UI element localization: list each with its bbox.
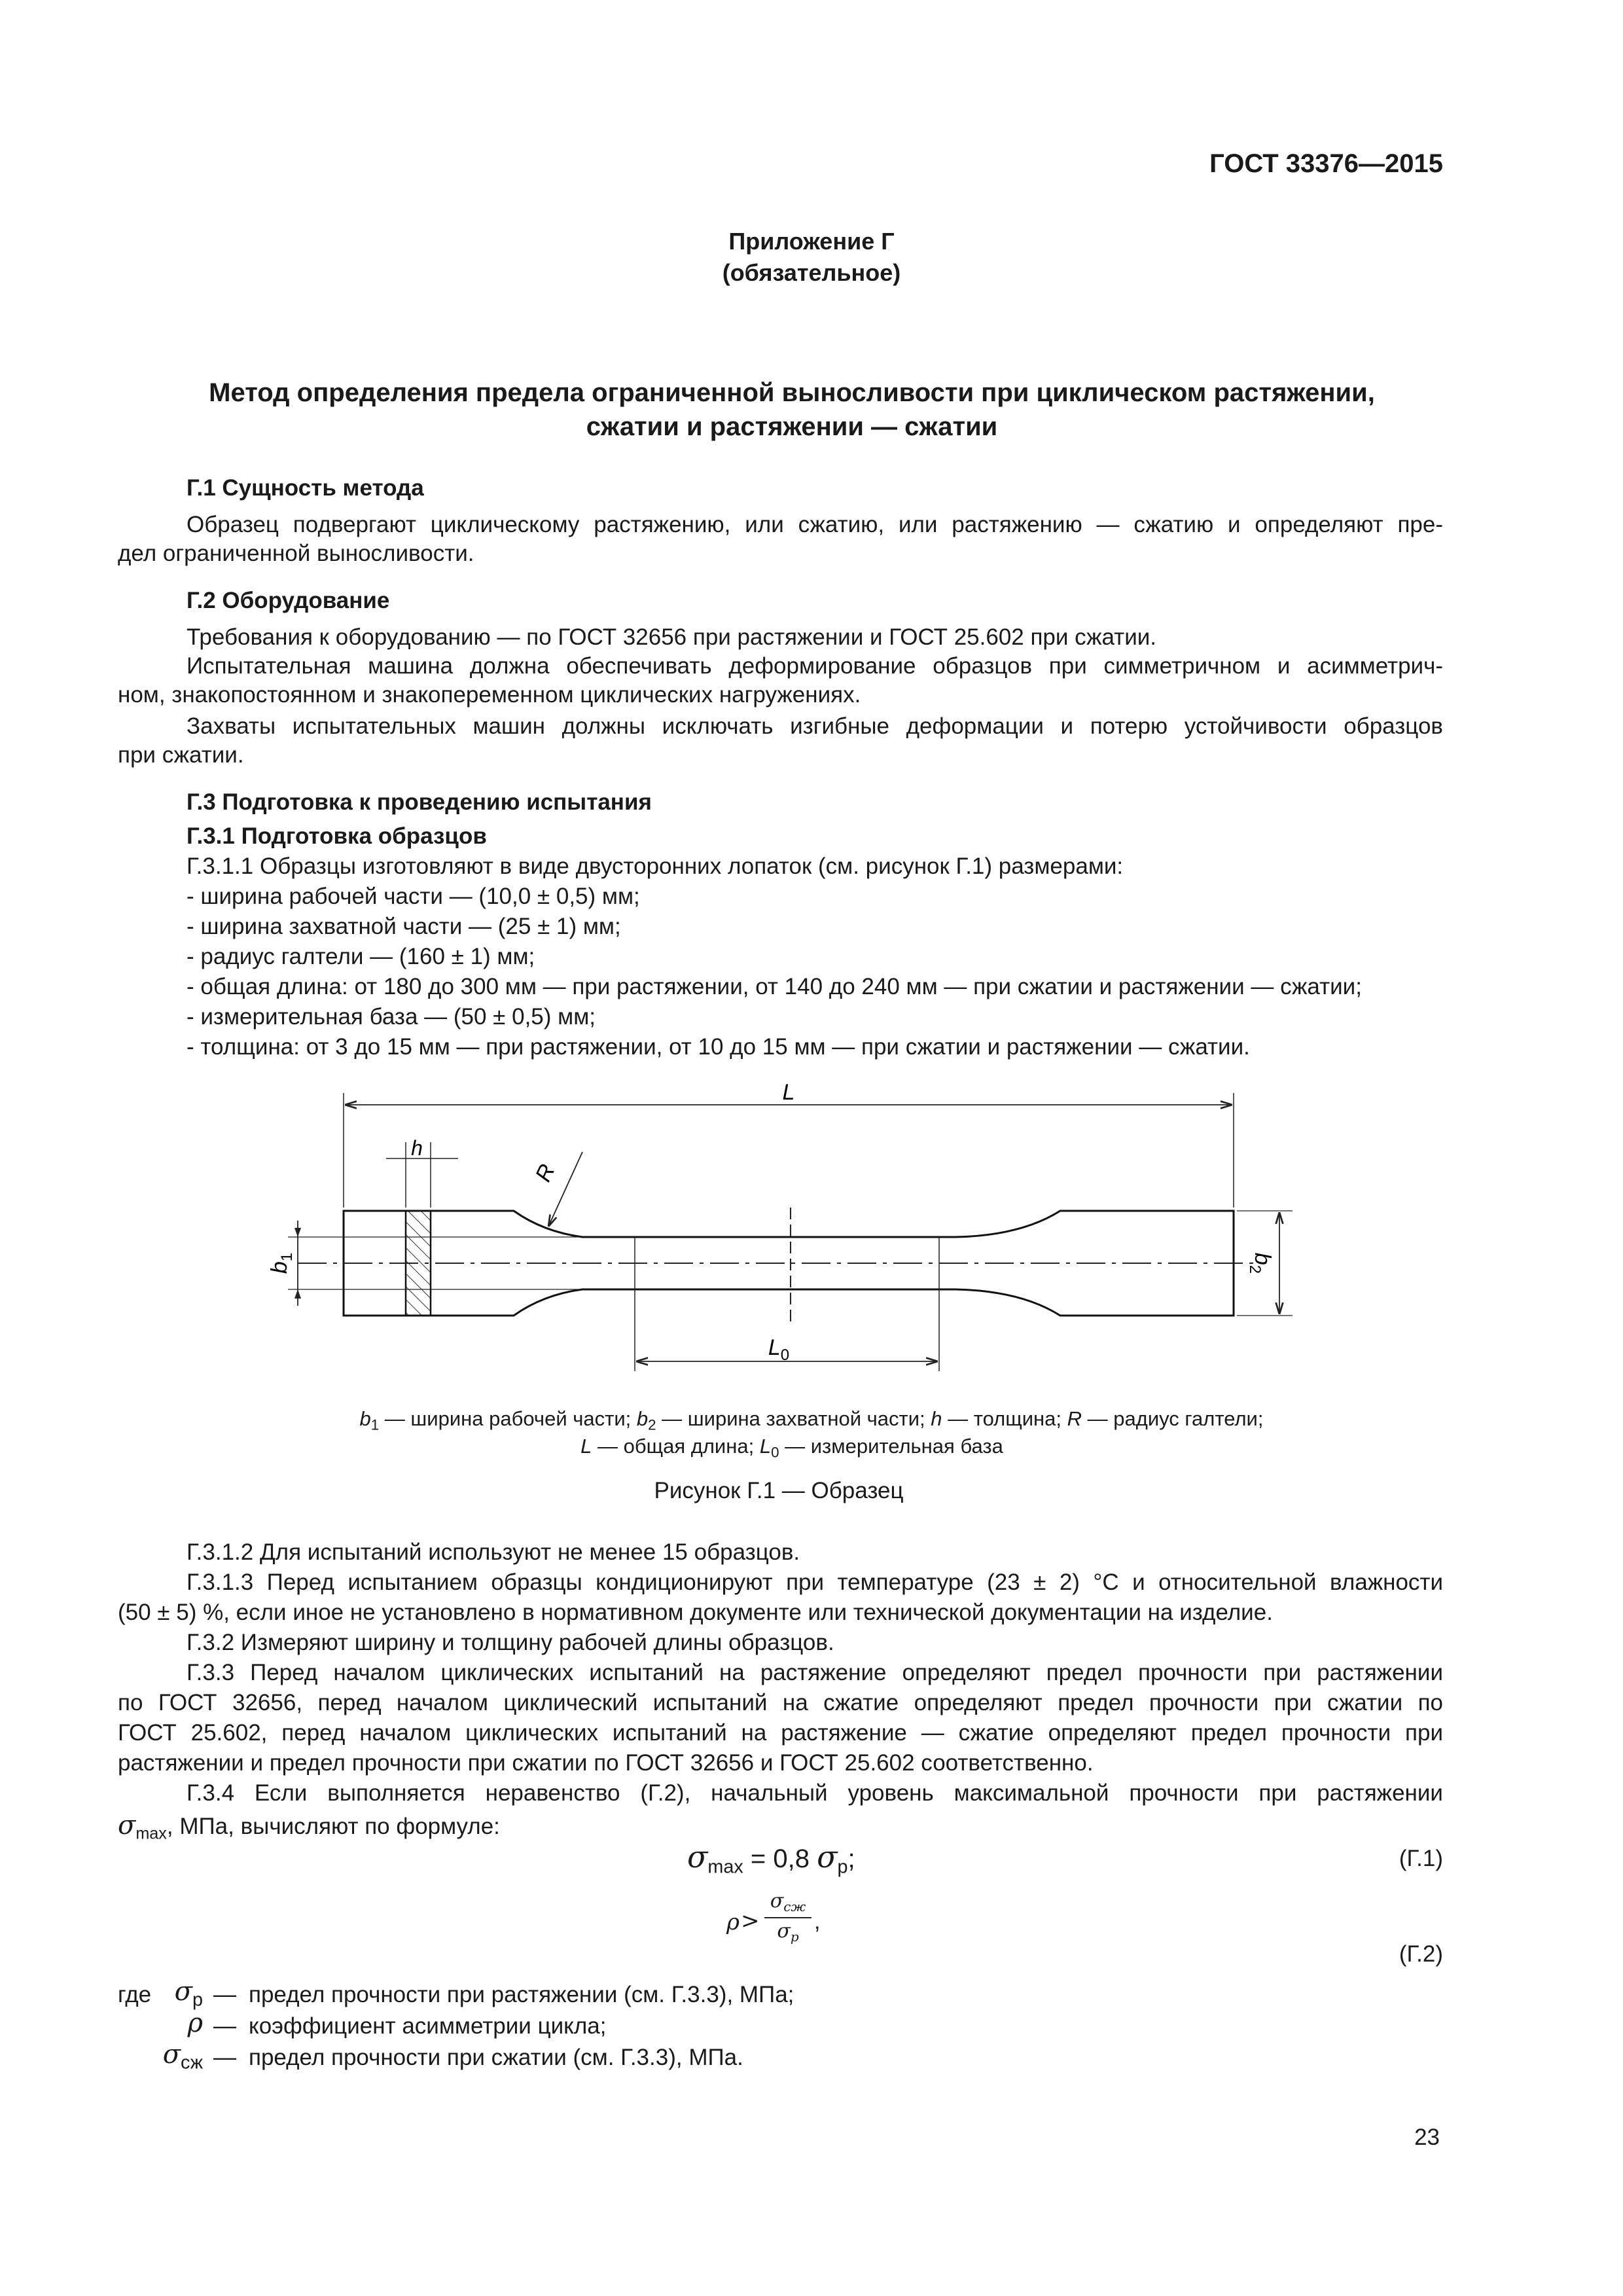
label-b1: $b_1$: [267, 1252, 296, 1274]
where-text: предел прочности при растяжении (см. Г.3.3), МПа;: [249, 1982, 794, 2007]
g313-text-line1: Г.3.1.3 Перед испытанием образцы кондиционируют при температуре (23 ± 2) °С и относительной влажности: [187, 1570, 1443, 1595]
list-item: - измерительная база — (50 ± 0,5) мм;: [187, 1004, 596, 1030]
g1-text-line2: дел ограниченной выносливости.: [118, 541, 474, 566]
g312-text: Г.3.1.2 Для испытаний используют не менее 15 образцов.: [187, 1539, 800, 1565]
list-item: - радиус галтели — (160 ± 1) мм;: [187, 944, 535, 969]
g33-text-line1: Г.3.3 Перед началом циклических испытаний на растяжение определяют предел прочности при растяжении: [187, 1660, 1443, 1685]
g32-text: Г.3.2 Измеряют ширину и толщину рабочей длины образцов.: [187, 1630, 834, 1655]
where-word: где: [118, 1982, 152, 2007]
section-heading-g2: Г.2 Оборудование: [187, 588, 390, 613]
g33-text-line3: ГОСТ 25.602, перед началом циклических испытаний на растяжение — сжатие определяют предел прочности при: [118, 1720, 1443, 1746]
formula-g2-numerator: $\sigma_{сж}$: [770, 1890, 806, 1914]
formula-g2-gt: >: [741, 1908, 760, 1934]
list-item: - ширина захватной части — (25 ± 1) мм;: [187, 914, 621, 939]
where-row: [151, 2039, 1067, 2071]
formula-g2-comma: ,: [814, 1909, 821, 1934]
g34-text-line1: Г.3.4 Если выполняется неравенство (Г.2), начальный уровень максимальной прочности при растяжении: [187, 1780, 1443, 1806]
figure-legend-line1: $b_1$ — ширина рабочей части; $b_2$ — ширина захватной части; h — толщина; R — радиус галтели;: [359, 1407, 1264, 1433]
formula-g2: [726, 1888, 857, 1960]
label-b2: $b_2$: [1246, 1252, 1275, 1274]
formula-g1: $\sigma_{max} = 0,8$ $\sigma_р$;: [687, 1839, 855, 1878]
list-item: - толщина: от 3 до 15 мм — при растяжении, от 10 до 15 мм — при сжатии и растяжении — сжатии.: [187, 1034, 1250, 1060]
label-h: h: [411, 1136, 423, 1160]
g2-text-p2-line2: ном, знакопостоянном и знакопеременном циклических нагружениях.: [118, 682, 861, 708]
main-title-line2: сжатии и растяжении — сжатии: [586, 412, 998, 441]
g2-text-p2-line1: Испытательная машина должна обеспечивать деформирование образцов при симметричном и асимметрич-: [187, 653, 1443, 679]
g2-text-p1: Требования к оборудованию — по ГОСТ 32656 при растяжении и ГОСТ 25.602 при сжатии.: [187, 624, 1157, 650]
section-heading-g31: Г.3.1 Подготовка образцов: [187, 823, 487, 849]
where-text: предел прочности при сжатии (см. Г.3.3), МПа.: [249, 2045, 743, 2070]
formula-g2-rho: ρ: [726, 1909, 740, 1935]
where-symbol: $\sigma_р$: [174, 1977, 203, 2011]
g33-text-line2: по ГОСТ 32656, перед началом циклический испытаний на сжатие определяют предел прочности при сжатии по: [118, 1690, 1443, 1715]
g1-text-line1: Образец подвергают циклическому растяжению, или сжатию, или растяжению — сжатию и определяют пре-: [187, 512, 1443, 537]
g313-text-line2: (50 ± 5) %, если иное не установлено в нормативном документе или технической документации на изделие.: [118, 1600, 1273, 1625]
where-row: [151, 2008, 1067, 2039]
label-L0: $L_0$: [768, 1335, 790, 1364]
where-dash: —: [213, 1982, 236, 2007]
appendix-title: Приложение Г: [728, 228, 895, 255]
section-heading-g1: Г.1 Сущность метода: [187, 475, 424, 501]
where-row: [151, 1977, 1067, 2011]
list-item: - общая длина: от 180 до 300 мм — при растяжении, от 140 до 240 мм — при сжатии и растяжении — сжатии;: [187, 974, 1362, 999]
formula-g2-denominator: $\sigma_p$: [777, 1920, 799, 1945]
where-text: коэффициент асимметрии цикла;: [249, 2013, 607, 2039]
where-symbol: $\sigma_{сж}$: [162, 2039, 203, 2073]
figure-legend-line2: L — общая длина; $L_0$ — измерительная база: [580, 1435, 1003, 1461]
g311-text: Г.3.1.1 Образцы изготовляют в виде двусторонних лопаток (см. рисунок Г.1) размерами:: [187, 853, 1124, 879]
g2-text-p3-line2: при сжатии.: [118, 742, 244, 768]
specimen-drawing: [0, 1047, 1623, 1388]
where-symbol: ρ: [187, 2008, 203, 2038]
formula-g1-number: (Г.1): [1399, 1846, 1443, 1871]
figure-caption: Рисунок Г.1 — Образец: [654, 1478, 904, 1503]
where-dash: —: [213, 2045, 236, 2070]
label-R: R: [530, 1160, 560, 1186]
formula-g2-number: (Г.2): [1399, 1941, 1443, 1967]
label-L: L: [782, 1080, 795, 1105]
g34-text-line2: $\sigma_{max}$, МПа, вычисляют по формуле:: [118, 1810, 500, 1843]
formula-g2-fraction: [764, 1888, 812, 1945]
main-title-line1: Метод определения предела ограниченной выносливости при циклическом растяжении,: [209, 378, 1375, 407]
appendix-status: (обязательное): [722, 259, 901, 286]
list-item: - ширина рабочей части — (10,0 ± 0,5) мм;: [187, 884, 640, 909]
page-number: 23: [1414, 2125, 1440, 2150]
section-heading-g3: Г.3 Подготовка к проведению испытания: [187, 789, 652, 815]
doc-number: ГОСТ 33376—2015: [1209, 149, 1443, 178]
g2-text-p3-line1: Захваты испытательных машин должны исключать изгибные деформации и потерю устойчивости образцов: [187, 713, 1443, 739]
radius-leader: [548, 1152, 582, 1227]
where-dash: —: [213, 2013, 236, 2039]
g33-text-line4: растяжении и предел прочности при сжатии по ГОСТ 32656 и ГОСТ 25.602 соответственно.: [118, 1750, 1094, 1776]
